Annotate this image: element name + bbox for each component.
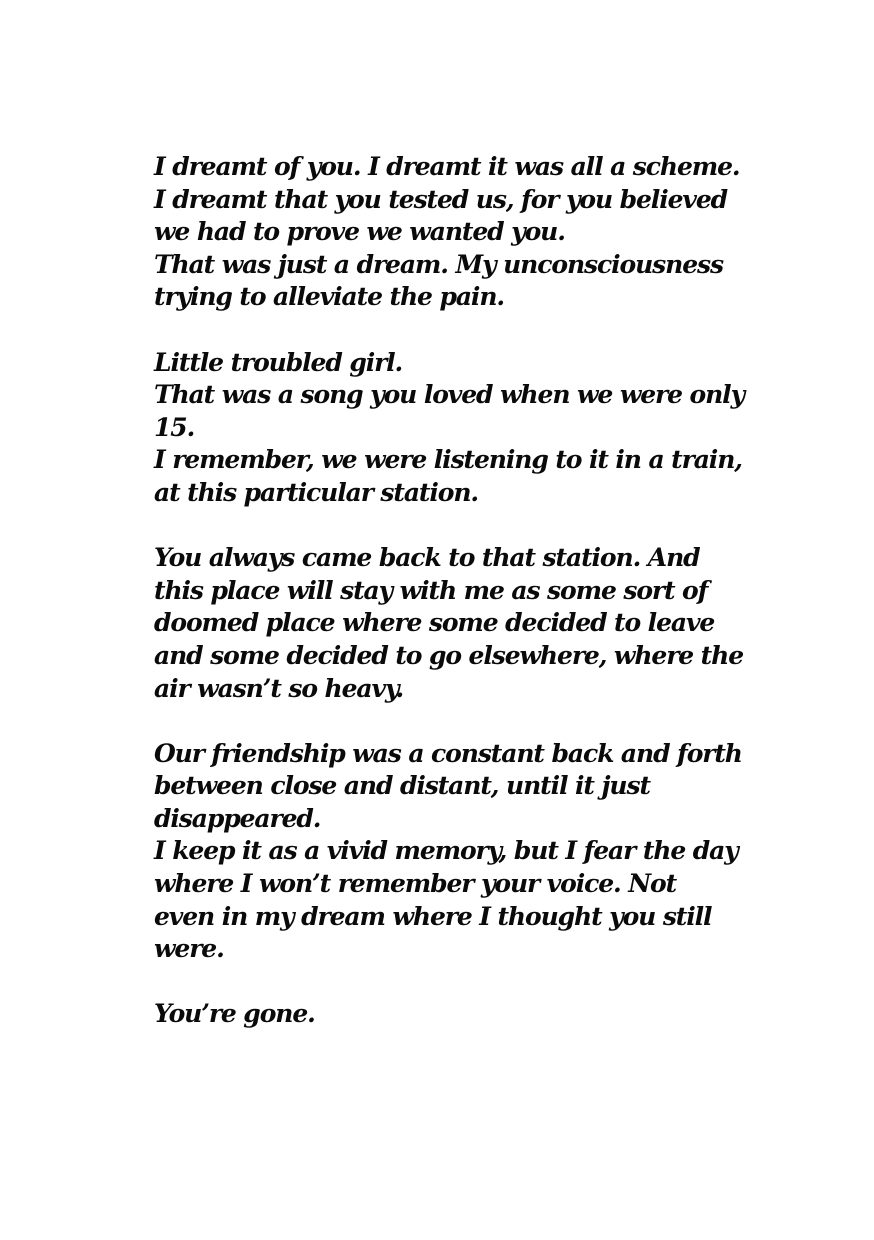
poem-line: where I won’t remember your voice. Not (154, 869, 677, 899)
poem-line: we had to prove we wanted you. (154, 217, 565, 247)
stanza-2 (154, 347, 754, 510)
poem-line: disappeared. (154, 803, 321, 833)
poem-line: That was just a dream. My unconsciousness (154, 249, 723, 279)
poem-line: air wasn’t so heavy. (154, 673, 404, 703)
poem-line: this place will stay with me as some sort of (154, 575, 708, 605)
poem-line: Little troubled girl. (154, 347, 403, 377)
stanza-3 (154, 542, 754, 705)
poem-line: 15. (154, 412, 195, 442)
poem-line: You always came back to that station. And (154, 543, 700, 573)
poem-line: between close and distant, until it just (154, 771, 650, 801)
poem-line: even in my dream where I thought you still (154, 901, 712, 931)
stanza-5 (154, 998, 754, 1031)
poem-line: You’re gone. (154, 999, 315, 1029)
poem-line: I keep it as a vivid memory, but I fear the day (154, 836, 738, 866)
poem-line: doomed place where some decided to leave (154, 608, 715, 638)
poem-line: and some decided to go elsewhere, where the (154, 640, 744, 670)
stanza-4 (154, 738, 754, 966)
poem-line: I dreamt that you tested us, for you believed (154, 184, 728, 214)
poem-line: trying to alleviate the pain. (154, 282, 504, 312)
poem-line: Our friendship was a constant back and forth (154, 738, 742, 768)
poem-line: at this particular station. (154, 477, 479, 507)
poem-line: I dreamt of you. I dreamt it was all a scheme. (154, 152, 740, 181)
poem-line: That was a song you loved when we were only (154, 380, 745, 410)
stanza-1 (154, 151, 754, 314)
poem-line: I remember, we were listening to it in a train, (154, 445, 742, 475)
poem-text (154, 151, 754, 1064)
poem-line: were. (154, 934, 224, 964)
